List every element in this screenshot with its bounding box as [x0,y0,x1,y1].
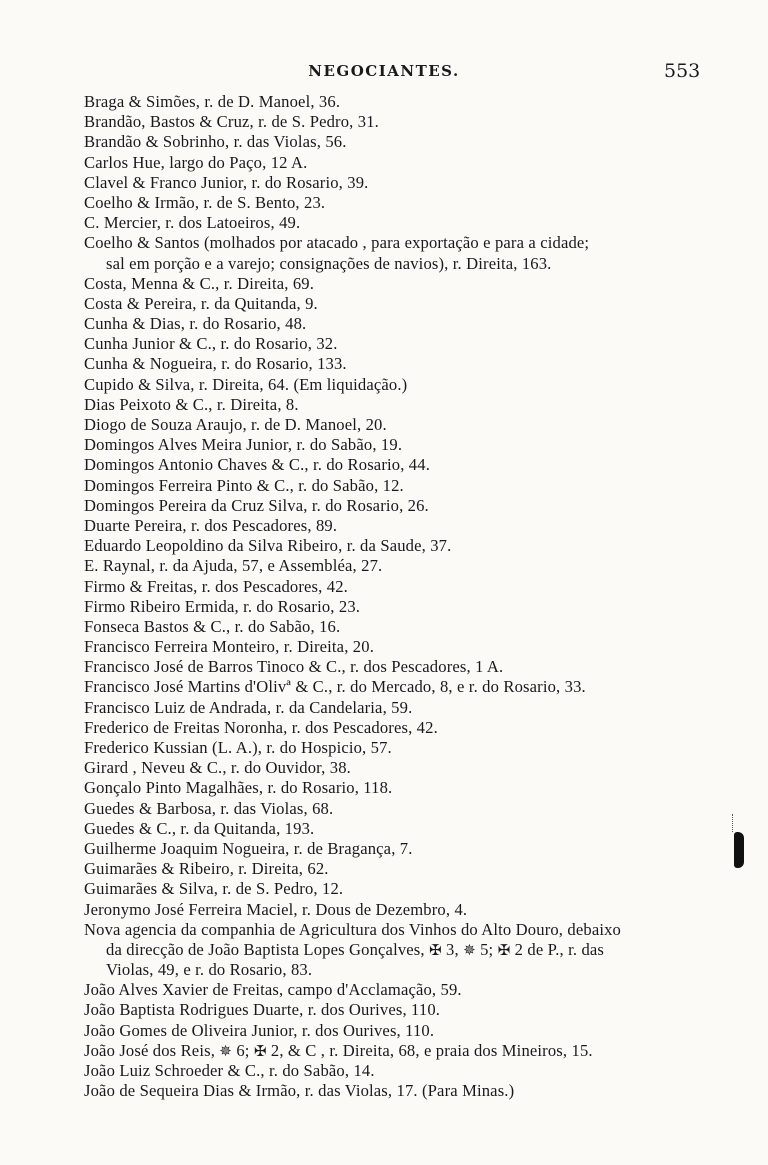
list-item: Costa & Pereira, r. da Quitanda, 9. [84,293,318,313]
cross-icon: ✠ [497,940,511,959]
entry-text-part: 2, & C , r. Direita, 68, e praia dos Mineiros, 15. [270,1040,593,1060]
entry-text-part: João José dos Reis, [84,1040,220,1060]
list-item: Domingos Ferreira Pinto & C., r. do Sabão, 12. [84,475,404,495]
list-item: Francisco José Martins d'Olivª & C., r. do Mercado, 8, e r. do Rosario, 33. [84,677,586,697]
list-item: Frederico Kussian (L. A.), r. do Hospicio, 57. [84,738,392,757]
list-item: Fonseca Bastos & C., r. do Sabão, 16. [84,616,341,636]
ink-blot [734,832,744,868]
star-icon: ✵ [219,1041,233,1060]
list-item: Costa, Menna & C., r. Direita, 69. [84,273,315,293]
list-item: João Luiz Schroeder & C., r. do Sabão, 14. [84,1061,375,1080]
list-item: E. Raynal, r. da Ajuda, 57, e Assembléa, 27. [84,556,383,576]
page-number: 553 [664,60,701,82]
list-item: Diogo de Souza Araujo, r. de D. Manoel, 20. [84,415,387,434]
list-item: Guedes & C., r. da Quitanda, 193. [84,818,315,838]
list-item: Dias Peixoto & C., r. Direita, 8. [84,394,299,414]
list-item: Braga & Simões, r. de D. Manoel, 36. [84,92,341,111]
list-item-continuation: Violas, 49, e r. do Rosario, 83. [106,960,313,980]
list-item: Guimarães & Silva, r. de S. Pedro, 12. [84,879,344,899]
list-item: Firmo & Freitas, r. dos Pescadores, 42. [84,576,348,596]
list-item: Brandão, Bastos & Cruz, r. de S. Pedro, 31. [84,112,379,132]
list-item: João Gomes de Oliveira Junior, r. dos Ourives, 110. [84,1020,435,1040]
list-item: Cunha & Nogueira, r. do Rosario, 133. [84,354,347,374]
entry-text-part: da direcção de João Baptista Lopes Gonçalves, [106,939,429,959]
list-item: Guimarães & Ribeiro, r. Direita, 62. [84,859,329,879]
list-item: Gonçalo Pinto Magalhães, r. do Rosario, 118. [84,778,393,798]
list-item: C. Mercier, r. dos Latoeiros, 49. [84,213,301,233]
list-item: Guilherme Joaquim Nogueira, r. de Bragança, 7. [84,838,413,858]
entry-text-part: 2 de P., r. das [514,939,605,959]
list-item: Eduardo Leopoldino da Silva Ribeiro, r. da Saude, 37. [84,536,452,556]
list-item [84,1041,724,1061]
list-item: Guedes & Barbosa, r. das Violas, 68. [84,798,334,818]
list-item: Nova agencia da companhia de Agricultura dos Vinhos do Alto Douro, debaixo [84,919,621,939]
list-item: Domingos Antonio Chaves & C., r. do Rosario, 44. [84,455,430,475]
star-icon: ✵ [463,940,476,959]
cross-icon: ✠ [429,940,442,959]
list-item-continuation [84,940,724,960]
cross-icon: ✠ [253,1041,267,1060]
list-item: Brandão & Sobrinho, r. das Violas, 56. [84,132,347,152]
list-item: Frederico de Freitas Noronha, r. dos Pescadores, 42. [84,717,438,737]
list-item: Clavel & Franco Junior, r. do Rosario, 39. [84,172,369,192]
list-item: Cupido & Silva, r. Direita, 64. (Em liquidação.) [84,374,408,394]
list-item: Domingos Alves Meira Junior, r. do Sabão, 19. [84,435,403,455]
list-item: Carlos Hue, largo do Paço, 12 A. [84,152,308,172]
list-item: Girard , Neveu & C., r. do Ouvidor, 38. [84,758,351,778]
entry-text-part: 6; [236,1040,254,1060]
list-item: João de Sequeira Dias & Irmão, r. das Violas, 17. (Para Minas.) [84,1081,515,1101]
list-item: João Baptista Rodrigues Duarte, r. dos Ourives, 110. [84,1000,441,1020]
list-item: Cunha & Dias, r. do Rosario, 48. [84,314,307,334]
list-item: Coelho & Santos (molhados por atacado , para exportação e para a cidade; [84,233,590,253]
list-item: Cunha Junior & C., r. do Rosario, 32. [84,334,338,354]
list-item: Francisco Ferreira Monteiro, r. Direita, 20. [84,637,374,657]
merchant-list [84,92,724,1101]
list-item: João Alves Xavier de Freitas, campo d'Acclamação, 59. [84,980,462,1000]
page-header-title: NEGOCIANTES. [308,62,460,80]
entry-text-part: 3, [446,939,464,959]
entry-text-part: 5; [480,939,498,959]
list-item: Francisco Luiz de Andrada, r. da Candelaria, 59. [84,697,413,717]
list-item: Jeronymo José Ferreira Maciel, r. Dous de Dezembro, 4. [84,899,468,919]
list-item: Domingos Pereira da Cruz Silva, r. do Rosario, 26. [84,495,429,515]
list-item-continuation: sal em porção e a varejo; consignações de navios), r. Direita, 163. [106,253,552,273]
list-item: Coelho & Irmão, r. de S. Bento, 23. [84,192,326,212]
list-item: Duarte Pereira, r. dos Pescadores, 89. [84,515,338,535]
list-item: Firmo Ribeiro Ermida, r. do Rosario, 23. [84,596,361,616]
list-item: Francisco José de Barros Tinoco & C., r. dos Pescadores, 1 A. [84,657,504,677]
